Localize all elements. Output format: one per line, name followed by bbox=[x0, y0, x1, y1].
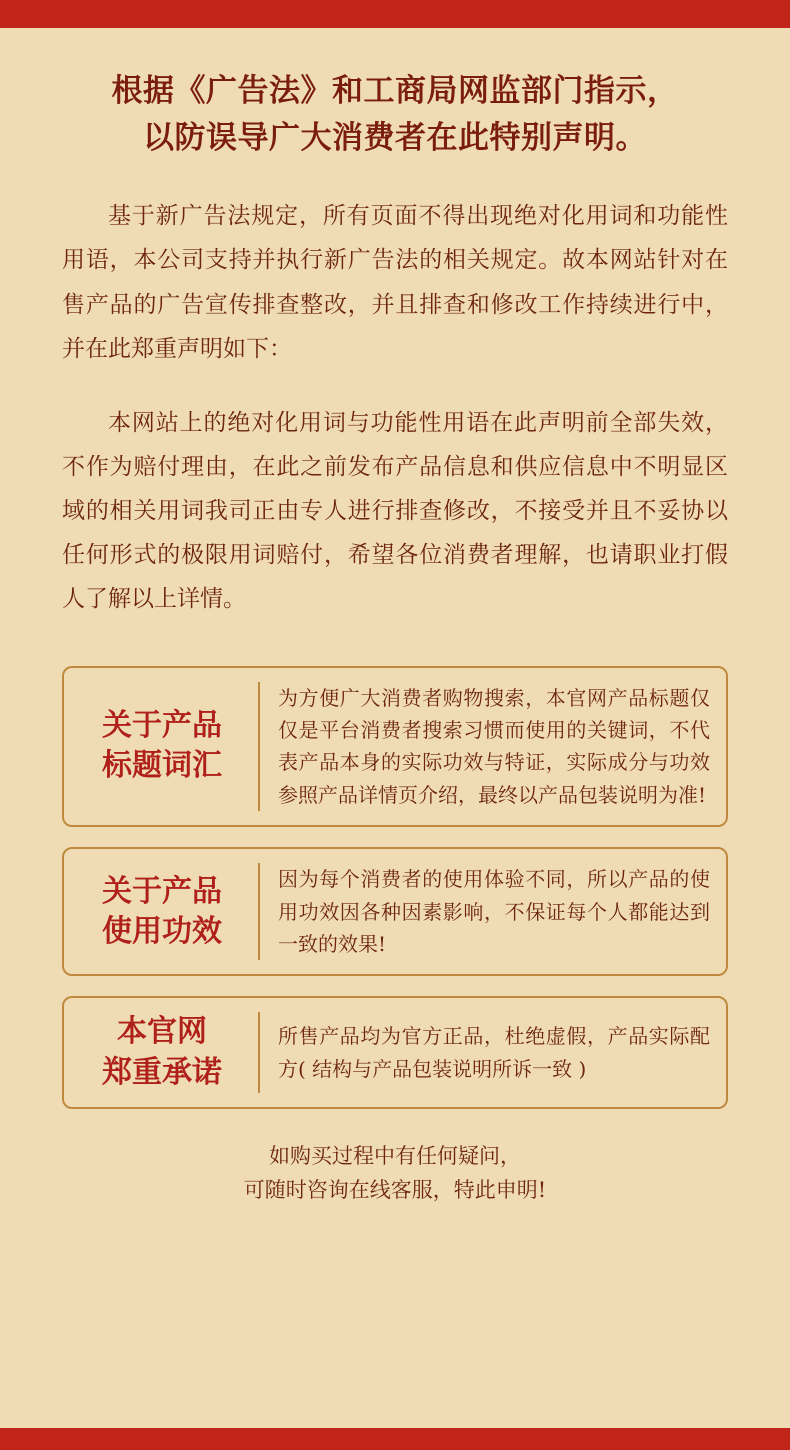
statement-cards bbox=[62, 666, 728, 1109]
footer-note bbox=[62, 1139, 728, 1221]
footer-line-1: 如购买过程中有任何疑问， bbox=[269, 1143, 521, 1168]
top-red-band bbox=[0, 0, 790, 28]
footer-line-2: 可随时咨询在线客服，特此申明! bbox=[243, 1177, 547, 1202]
card-body-official-promise: 所售产品均为官方正品，杜绝虚假，产品实际配方( 结构与产品包装说明所诉一致 ) bbox=[278, 1024, 710, 1081]
card-title-official-promise bbox=[80, 1012, 260, 1092]
card-product-efficacy bbox=[62, 847, 728, 976]
card-title-line-1: 关于产品 bbox=[102, 708, 222, 744]
page-title-line-1: 根据《广告法》和工商局网监部门指示， bbox=[111, 73, 679, 109]
card-title-line-2: 使用功效 bbox=[102, 913, 222, 949]
card-title-line-1: 关于产品 bbox=[102, 873, 222, 909]
card-official-promise bbox=[62, 996, 728, 1108]
card-body-product-efficacy: 因为每个消费者的使用体验不同，所以产品的使用功效因各种因素影响，不保证每个人都能达到一致的效果! bbox=[278, 867, 710, 956]
card-body-product-title-terms: 为方便广大消费者购物搜索，本官网产品标题仅仅是平台消费者搜索习惯而使用的关键词，不代表产品本身的实际功效与特证，实际成分与功效参照产品详情页介绍，最终以产品包装说明为准! bbox=[278, 685, 710, 807]
content-area bbox=[0, 28, 790, 1428]
card-title-line-1: 本官网 bbox=[117, 1014, 207, 1050]
card-title-product-efficacy bbox=[80, 863, 260, 960]
paragraph-2: 本网站上的绝对化用词与功能性用语在此声明前全部失效，不作为赔付理由，在此之前发布产品信息和供应信息中不明显区域的相关用词我司正由专人进行排查修改，不接受并且不妥协以任何形式的极限用词赔付，希望各位消费者理解，也请职业打假人了解以上详情。 bbox=[62, 409, 728, 613]
page-title-line-2: 以防误导广大消费者在此特别声明。 bbox=[143, 120, 647, 157]
card-title-line-2: 郑重承诺 bbox=[102, 1054, 222, 1090]
card-title-line-2: 标题词汇 bbox=[102, 748, 222, 784]
page-title bbox=[62, 68, 728, 162]
card-product-title-terms bbox=[62, 666, 728, 828]
paragraph-1: 基于新广告法规定，所有页面不得出现绝对化用词和功能性用语，本公司支持并执行新广告法的相关规定。故本网站针对在售产品的广告宣传排查整改，并且排查和修改工作持续进行中，并在此郑重声明如下： bbox=[62, 203, 728, 362]
card-title-product-title-terms bbox=[80, 682, 260, 812]
bottom-red-band bbox=[0, 1428, 790, 1450]
